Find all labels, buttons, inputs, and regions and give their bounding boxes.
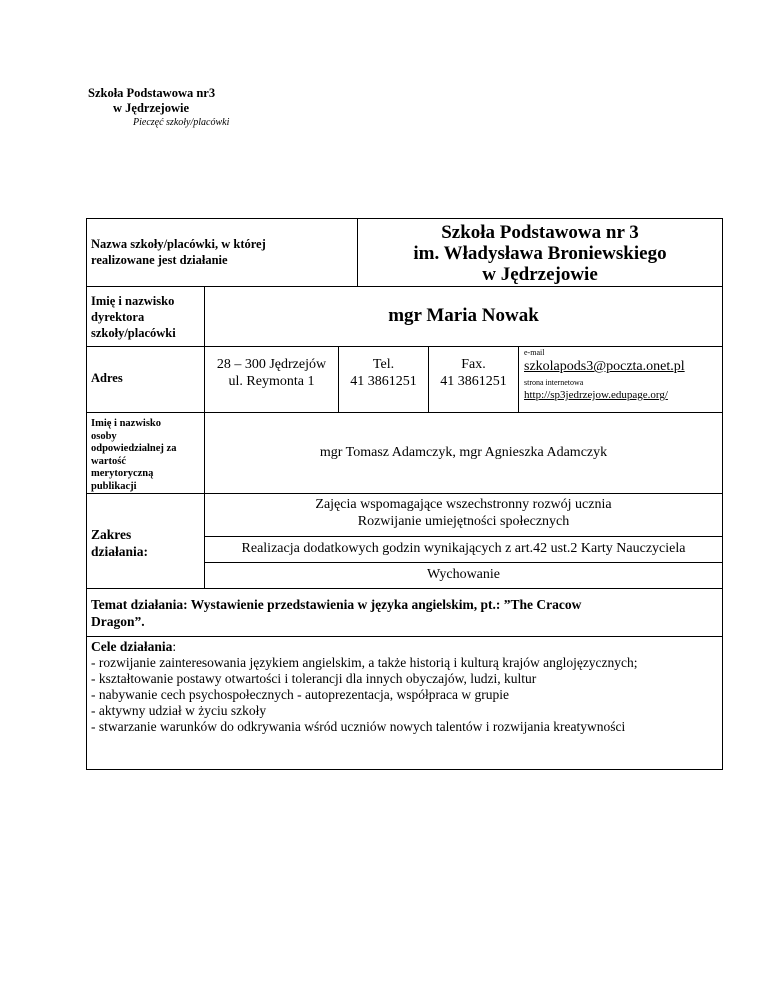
scope-item-development: Zajęcia wspomagające wszechstronny rozwój ucznia Rozwijanie umiejętności społecznych — [315, 497, 612, 529]
school-name: Szkoła Podstawowa nr 3 im. Władysława Broniewskiego w Jędrzejowie — [413, 222, 667, 285]
stamp-school-name: Szkoła Podstawowa nr3 — [88, 86, 216, 100]
email-link[interactable]: szkolapods3@poczta.onet.pl — [524, 359, 685, 374]
goal-item: - nabywanie cech psychospołecznych - autoprezentacja, współpraca w grupie — [91, 687, 509, 702]
street-address: 28 – 300 Jędrzejów ul. Reymonta 1 — [216, 357, 327, 389]
scope-label: Zakres działania: — [91, 527, 149, 559]
stamp-school-city: w Jędrzejowie — [113, 101, 190, 115]
goal-item: - rozwijanie zainteresowania językiem angielskim, a także historią i kulturą krajów anglojęzycznych; — [91, 655, 638, 670]
goals-section: Cele działania: - rozwijanie zainteresowania językiem angielskim, a także historią i kulturą krajów anglojęzycznych; - kształtowanie postawy otwartości i tolerancji dla innych obyczajów, ludzi, kultur - nabywanie cech psychospołecznych - autoprezentacja, współpraca w grupie - aktywny udział w życiu szkoły - stwarzanie warunków do odkrywania wśród uczniów nowych talentów i rozwijania kreatywności — [91, 639, 638, 734]
responsible-names: mgr Tomasz Adamczyk, mgr Agnieszka Adamczyk — [319, 445, 608, 460]
responsible-label: Imię i nazwisko osoby odpowiedzialnej za wartość merytoryczną publikacji — [91, 418, 177, 492]
goal-item: - kształtowanie postawy otwartości i tolerancji dla innych obyczajów, ludzi, kultur — [91, 671, 537, 686]
activity-topic: Temat działania: Wystawienie przedstawienia w języka angielskim, pt.: ”The Cracow Dragon”. — [91, 597, 582, 629]
stamp-caption: Pieczęć szkoły/placówki — [133, 117, 230, 128]
goals-heading: Cele działania — [91, 639, 173, 654]
director-label: Imię i nazwisko dyrektora szkoły/placówki — [91, 294, 176, 340]
goal-item: - aktywny udział w życiu szkoły — [91, 703, 267, 718]
phone: Tel. 41 3861251 — [350, 357, 417, 389]
address-label: Adres — [91, 371, 123, 385]
website-label: strona internetowa — [524, 378, 584, 387]
fax: Fax. 41 3861251 — [440, 357, 507, 389]
scope-item-upbringing: Wychowanie — [426, 567, 500, 582]
goal-item: - stwarzanie warunków do odkrywania wśród uczniów nowych talentów i rozwijania kreatywności — [91, 719, 626, 734]
school-label: Nazwa szkoły/placówki, w której realizowane jest działanie — [91, 237, 266, 267]
website-link[interactable]: http://sp3jedrzejow.edupage.org/ — [524, 389, 668, 401]
scope-item-hours: Realizacja dodatkowych godzin wynikających z art.42 ust.2 Karty Nauczyciela — [241, 541, 686, 556]
email-label: e-mail — [524, 348, 545, 357]
director-name: mgr Maria Nowak — [388, 305, 539, 326]
